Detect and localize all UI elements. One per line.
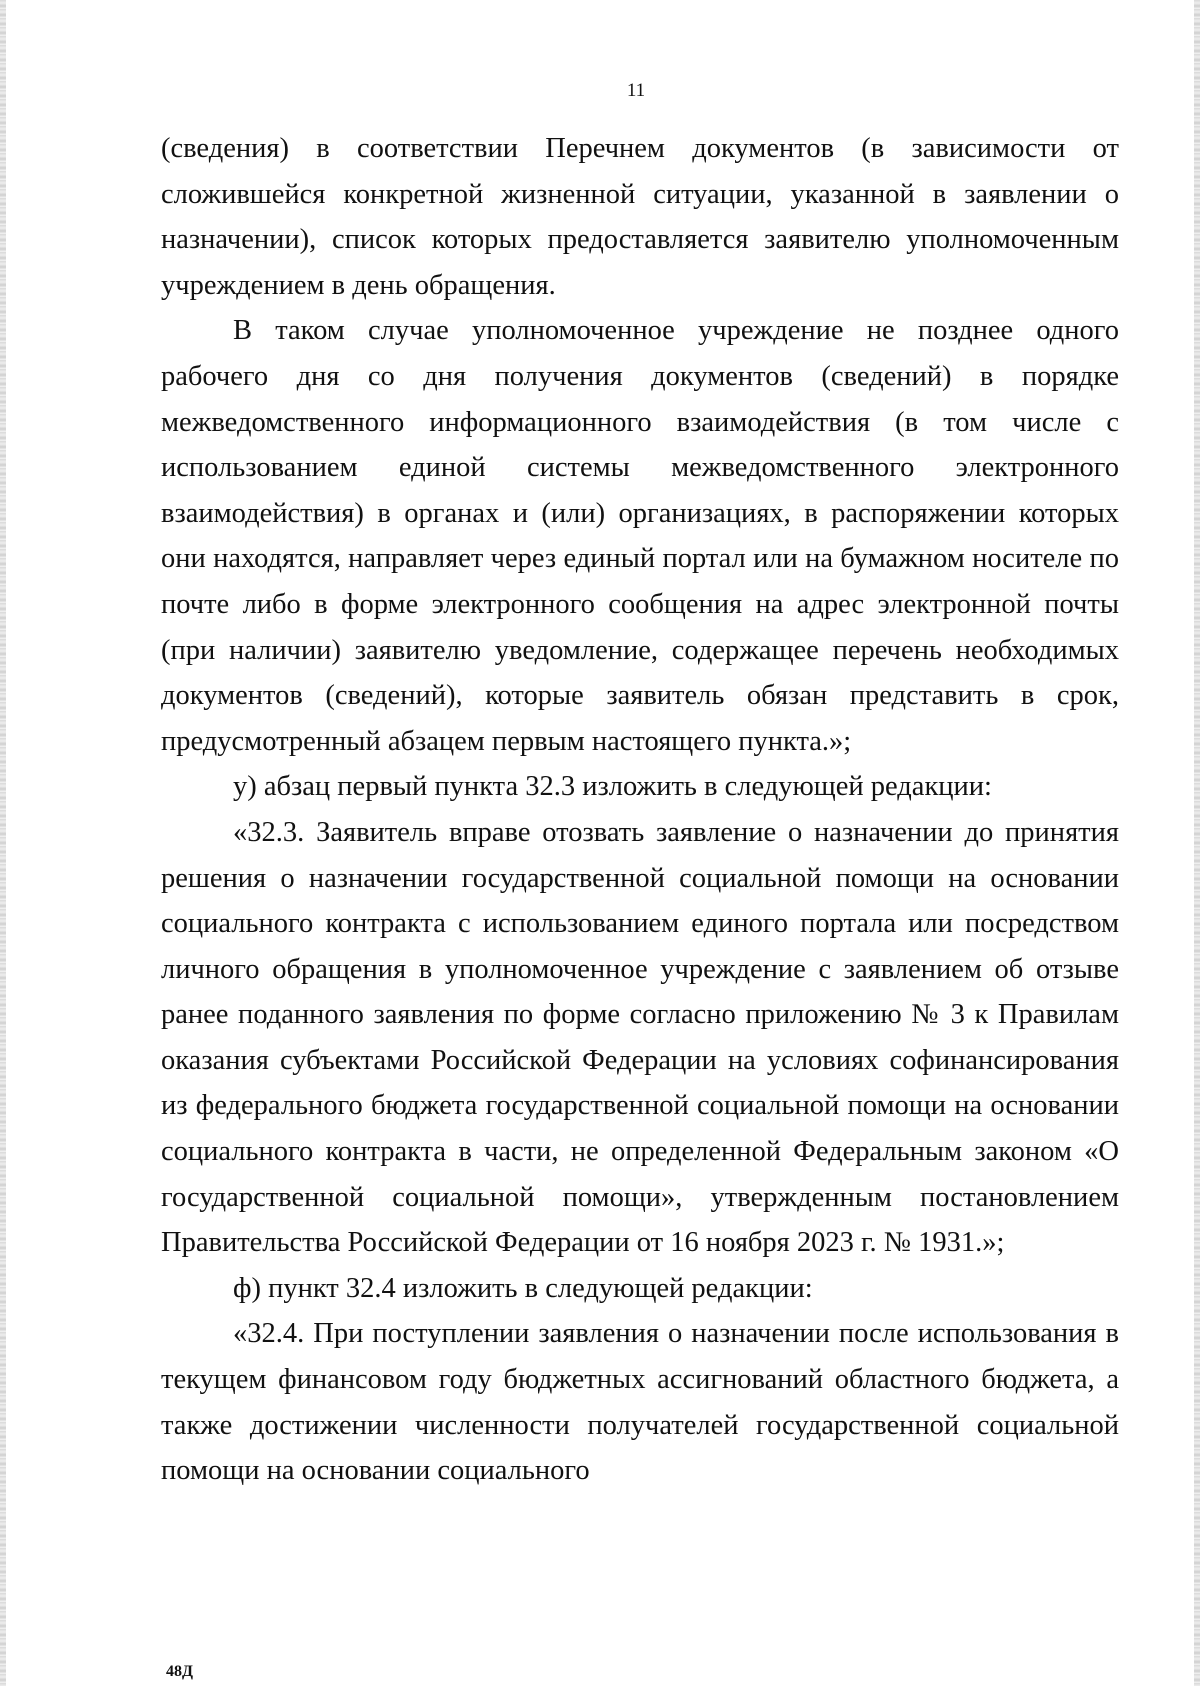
paragraph-clause-32-3: «32.3. Заявитель вправе отозвать заявление о назначении до принятия решения о назначении государственной социальной помощи на основании социального контракта с использованием единого портала или посредством личного обращения в уполномоченное учреждение с заявлением об отзыве ранее поданного заявления по форме согласно приложению № 3 к Правилам оказания субъектами Российской Федерации на условиях софинансирования из федерального бюджета государственной социальной помощи на основании социального контракта в части, не определенной Федеральным законом «О государственной социальной помощи», утвержденным постановлением Правительства Российской Федерации от 16 ноября 2023 г. № 1931.»; <box>161 816 1119 1259</box>
page-number: 11 <box>626 80 646 101</box>
scan-edge-left <box>0 0 6 1686</box>
paragraph-amendment-u: у) абзац первый пункта 32.3 изложить в следующей редакции: <box>233 771 992 803</box>
paragraph-continuation: (сведения) в соответствии Перечнем документов (в зависимости от сложившейся конкретной жизненной ситуации, указанной в заявлении о назначении), список которых предоставляется заявителю уполномоченным учреждением в день обращения. <box>161 133 1119 301</box>
paragraph-clause-32-4: «32.4. При поступлении заявления о назначении после использования в текущем финансовом году бюджетных ассигнований областного бюджета, а также достижении численности получателей государственной социальной помощи на основании социального <box>161 1318 1119 1487</box>
paragraph-notification: В таком случае уполномоченное учреждение не позднее одного рабочего дня со дня получения документов (сведений) в порядке межведомственного информационного взаимодействия (в том числе с использованием единой системы межведомственного электронного взаимодействия) в органах и (или) организациях, в распоряжении которых они находятся, направляет через единый портал или на бумажном носителе по почте либо в форме электронного сообщения на адрес электронной почты (при наличии) заявителю уведомление, содержащее перечень необходимых документов (сведений), которые заявитель обязан представить в срок, предусмотренный абзацем первым настоящего пункта.»; <box>161 315 1119 757</box>
document-body <box>161 126 1119 1494</box>
footer-document-code: 48Д <box>166 1663 194 1680</box>
scan-edge-right <box>1194 0 1200 1686</box>
paragraph-amendment-f: ф) пункт 32.4 изложить в следующей редакции: <box>233 1272 813 1304</box>
